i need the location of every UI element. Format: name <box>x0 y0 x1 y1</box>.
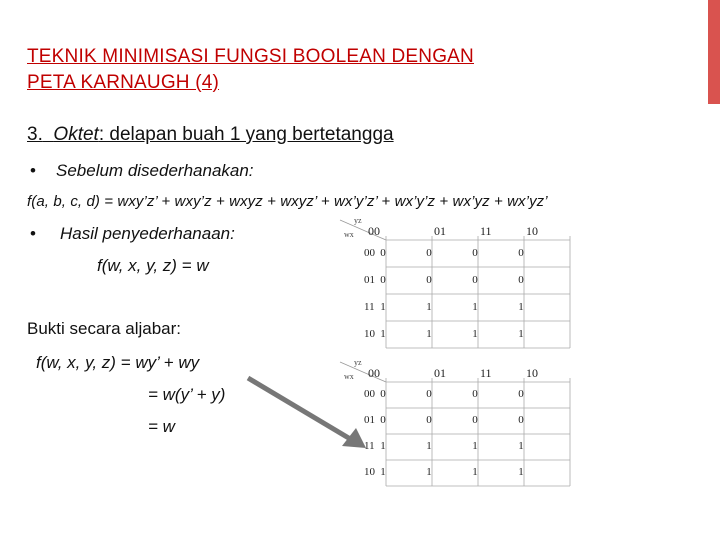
kmap-cell: 1 <box>380 300 386 313</box>
kmap-col-header: 11 <box>480 366 492 380</box>
kmap-cell: 1 <box>518 440 524 452</box>
kmap-cell: 0 <box>426 388 432 400</box>
title-line-2: PETA KARNAUGH (4) <box>27 72 220 93</box>
kmap-cell: 0 <box>380 246 386 259</box>
heading-term: Oktet <box>53 124 99 145</box>
kmap-row-variable: wx <box>344 230 354 239</box>
kmap-cell: 1 <box>380 327 386 340</box>
kmap-cell: 0 <box>472 246 478 259</box>
bullet-dot: • <box>30 161 36 180</box>
kmap-cell: 0 <box>380 273 386 286</box>
kmap-cell: 0 <box>426 414 432 426</box>
kmap-cell: 0 <box>518 414 524 426</box>
kmap-row-header: 00 <box>364 246 375 259</box>
heading-rest: : delapan buah 1 yang bertetangga <box>98 124 394 145</box>
kmap-col-variable: yz <box>354 216 362 225</box>
kmap-cell: 1 <box>518 466 524 478</box>
kmap-row-variable: wx <box>344 372 354 381</box>
kmap-row-header: 00 <box>364 388 375 400</box>
kmap-cell: 1 <box>518 300 524 313</box>
proof-line-3: = w <box>148 417 175 436</box>
kmap-col-header: 01 <box>434 224 446 238</box>
kmap-cell: 0 <box>518 246 524 259</box>
heading-number: 3. <box>27 124 43 145</box>
kmap-cell: 0 <box>426 273 432 286</box>
proof-line-2: = w(y’ + y) <box>148 385 226 404</box>
arrow-shaft <box>248 378 352 440</box>
kmap-row-header: 11 <box>364 440 375 452</box>
kmap-cell: 1 <box>472 327 478 340</box>
kmap-cell: 0 <box>518 388 524 400</box>
kmap-row-header: 01 <box>364 273 375 286</box>
kmap-cell: 0 <box>472 388 478 400</box>
proof-title: Bukti secara aljabar: <box>27 319 182 338</box>
kmap-cell: 1 <box>472 466 478 478</box>
title-line-1: TEKNIK MINIMISASI FUNGSI BOOLEAN DENGAN <box>27 46 474 67</box>
kmap-cell: 1 <box>426 466 432 478</box>
kmap-cell: 0 <box>380 414 386 426</box>
proof-line-1: f(w, x, y, z) = wy’ + wy <box>36 353 200 372</box>
kmap-col-header: 10 <box>526 366 538 380</box>
kmap-row-header: 11 <box>364 300 375 313</box>
kmap-cell: 0 <box>426 246 432 259</box>
kmap-cell: 1 <box>518 327 524 340</box>
kmap-col-header: 11 <box>480 224 492 238</box>
bullet-dot: • <box>30 224 36 243</box>
kmap-cell: 1 <box>380 440 386 452</box>
kmap-col-header: 01 <box>434 366 446 380</box>
original-expression: f(a, b, c, d) = wxy’z’ + wxy’z + wxyz + wxyz’ + wx’y’z’ + wx’y’z + wx’yz + wx’yz’ <box>27 193 548 210</box>
kmap-col-variable: yz <box>354 358 362 367</box>
kmap-cell: 0 <box>472 414 478 426</box>
kmap-cell: 0 <box>518 273 524 286</box>
kmap-cell: 0 <box>380 388 386 400</box>
kmap-col-header: 00 <box>368 224 380 238</box>
kmap-cell: 1 <box>426 327 432 340</box>
kmap-cell: 0 <box>472 273 478 286</box>
bullet-before-text: Sebelum disederhanakan: <box>56 161 254 180</box>
kmap-row-header: 10 <box>364 327 375 340</box>
kmap-row-header: 01 <box>364 414 375 426</box>
kmap-cell: 1 <box>426 300 432 313</box>
kmap-cell: 1 <box>472 300 478 313</box>
kmap-cell: 1 <box>472 440 478 452</box>
kmap-col-header: 10 <box>526 224 538 238</box>
kmap-cell: 1 <box>380 466 386 478</box>
bullet-after-text: Hasil penyederhanaan: <box>60 224 235 243</box>
kmap-cell: 1 <box>426 440 432 452</box>
kmap-col-header: 00 <box>368 366 380 380</box>
simplified-result: f(w, x, y, z) = w <box>97 256 209 275</box>
kmap-row-header: 10 <box>364 466 375 478</box>
